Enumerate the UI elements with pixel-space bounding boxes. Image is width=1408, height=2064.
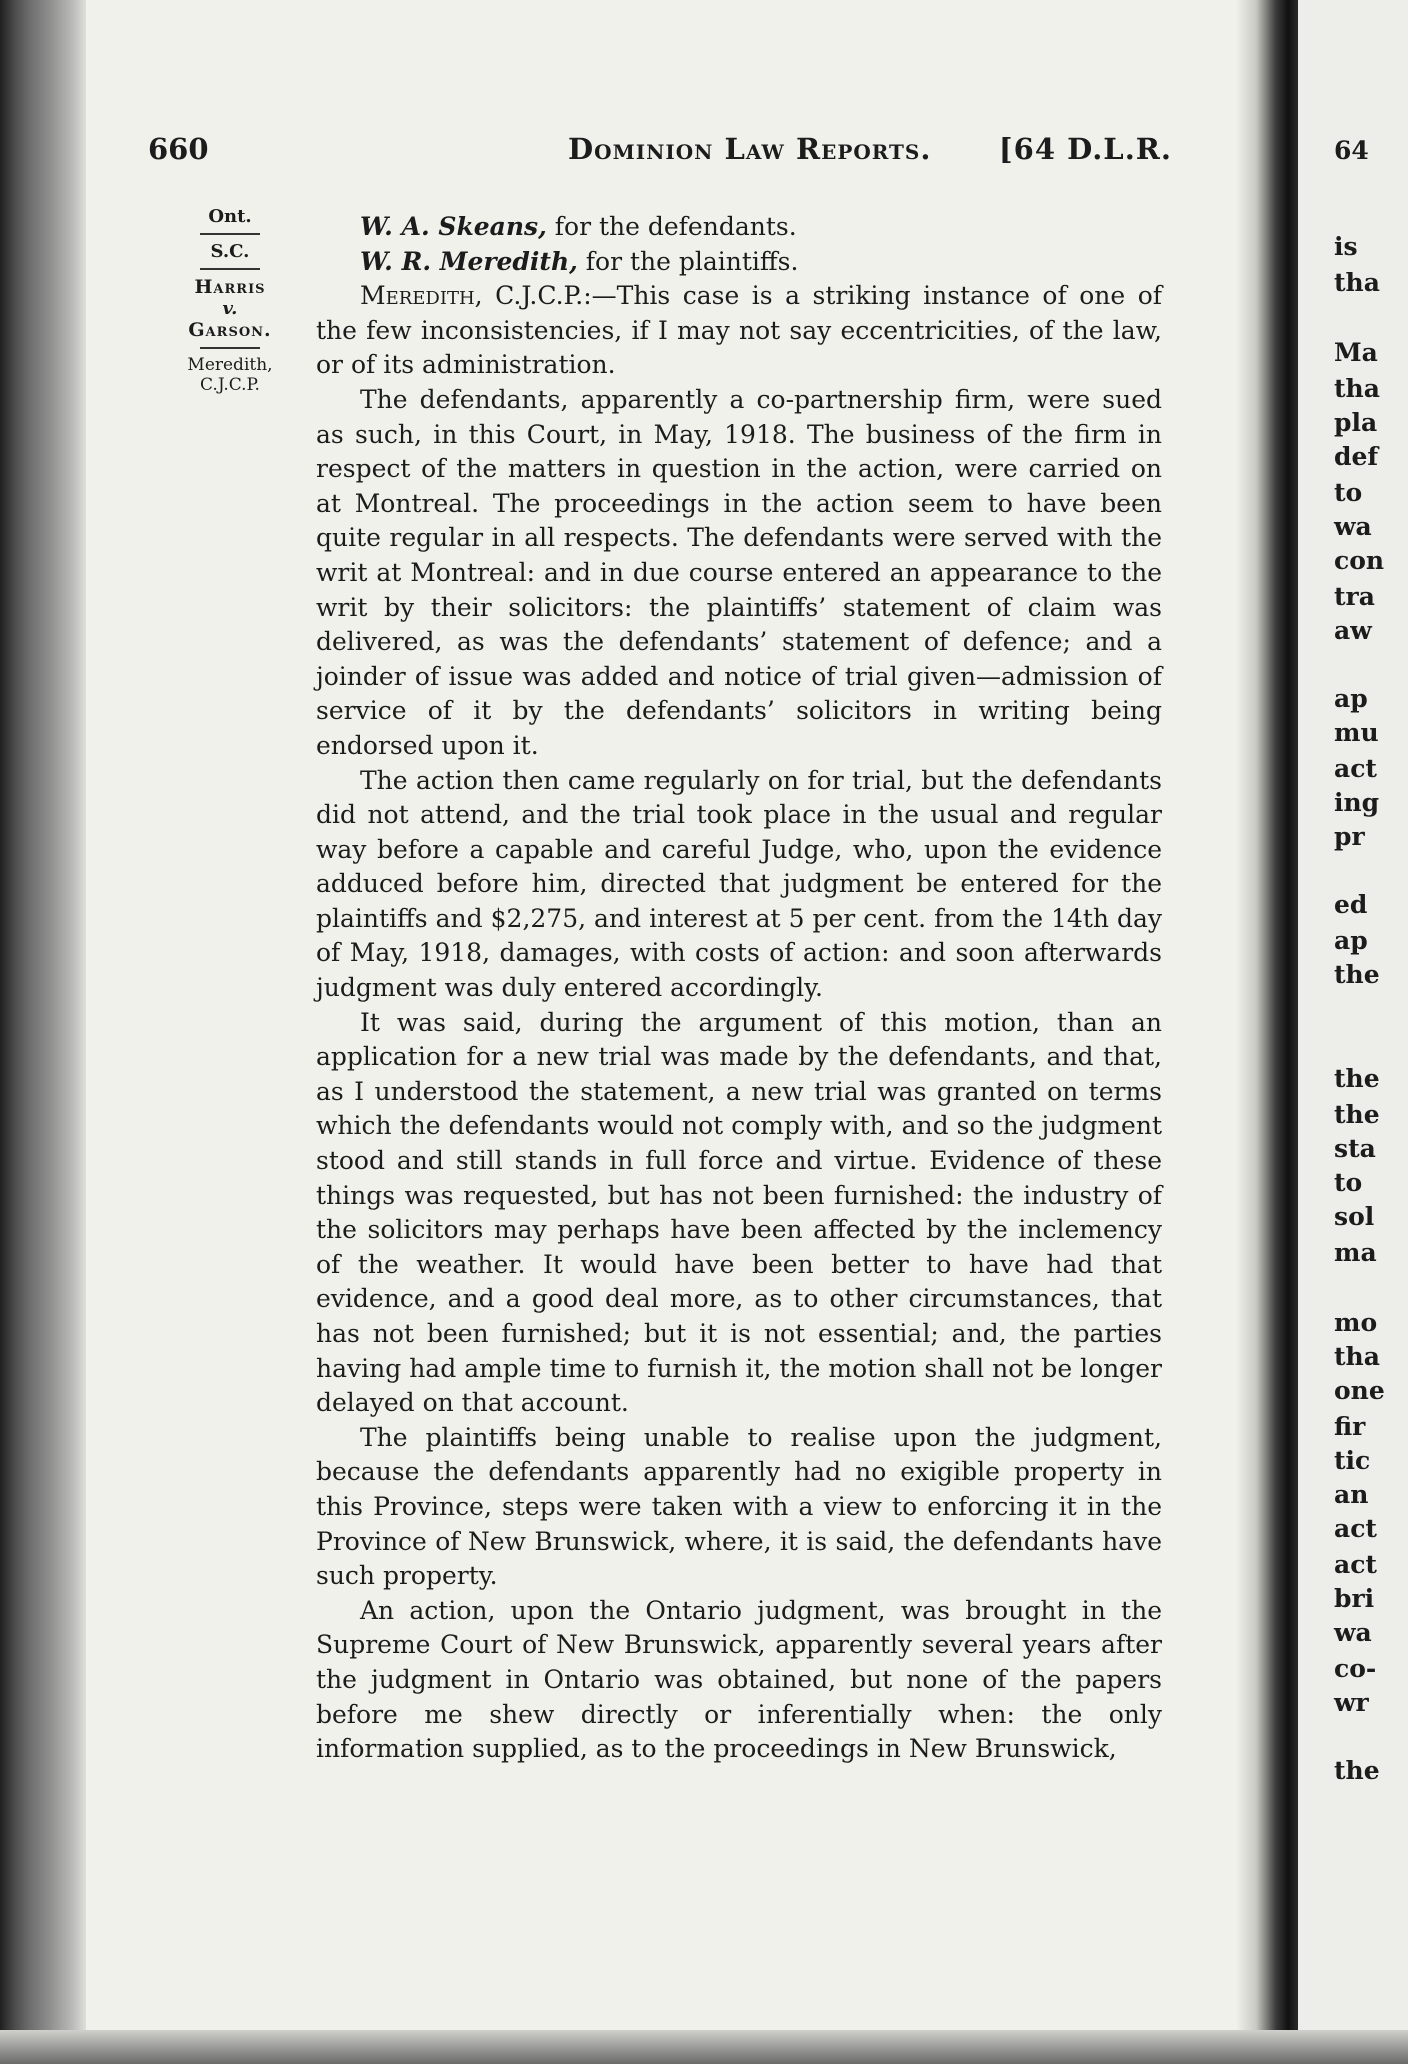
fragment-line: con xyxy=(1334,546,1385,575)
fragment-line: sta xyxy=(1334,1134,1376,1163)
fragment-line: pla xyxy=(1334,408,1378,437)
fragment-line: to xyxy=(1334,478,1363,507)
volume-reference: [64 D.L.R. xyxy=(998,132,1172,166)
sidenote-court: S.C. xyxy=(210,241,250,262)
fragment-line: co- xyxy=(1334,1654,1377,1683)
fragment-line: act xyxy=(1334,1514,1377,1543)
fragment-line: wa xyxy=(1334,1618,1372,1647)
fragment-line: ap xyxy=(1334,926,1368,955)
fragment-line: the xyxy=(1334,1064,1380,1093)
fragment-line: Ma xyxy=(1334,338,1378,367)
page-bottom-shadow xyxy=(0,2030,1408,2064)
fragment-line: the xyxy=(1334,1756,1380,1785)
fragment-line: tha xyxy=(1334,374,1380,403)
counsel-name: W. R. Meredith, xyxy=(360,246,578,276)
book-spine-shadow xyxy=(0,0,86,2064)
opening-paragraph xyxy=(316,279,1162,383)
fragment-line: aw xyxy=(1334,616,1372,645)
fragment-line: wa xyxy=(1334,512,1372,541)
counsel-defendants xyxy=(316,210,1162,245)
counsel-name: W. A. Skeans, xyxy=(360,212,547,241)
fragment-line: tra xyxy=(1334,582,1375,611)
fragment-line: ing xyxy=(1334,788,1380,817)
page-number: 660 xyxy=(148,132,209,166)
fragment-line: pr xyxy=(1334,822,1365,851)
fragment-line: the xyxy=(1334,960,1380,989)
fragment-line: the xyxy=(1334,1100,1380,1129)
adjacent-page-fragment xyxy=(1298,0,1408,2064)
fragment-line: mu xyxy=(1334,718,1379,747)
fragment-line: tic xyxy=(1334,1446,1371,1475)
sidenote-case-plaintiff: Harris xyxy=(194,276,266,298)
fragment-line: tha xyxy=(1334,1342,1380,1371)
fragment-line: ma xyxy=(1334,1238,1377,1267)
fragment-line: act xyxy=(1334,1550,1377,1579)
judge-name: Meredith, C.J.C.P. xyxy=(360,281,584,311)
fragment-line: an xyxy=(1334,1480,1369,1509)
sidenote-case-versus: v. xyxy=(222,298,238,319)
judgment-text xyxy=(316,210,1162,1767)
margin-sidenotes xyxy=(176,206,284,395)
counsel-plaintiffs xyxy=(316,245,1162,280)
page-header xyxy=(148,132,1172,176)
sidenote-divider xyxy=(200,268,260,270)
fragment-line: ap xyxy=(1334,684,1368,713)
counsel-role: for the plaintiffs. xyxy=(577,246,799,276)
fragment-line: def xyxy=(1334,442,1379,471)
fragment-line: bri xyxy=(1334,1584,1375,1613)
fragment-line: mo xyxy=(1334,1308,1378,1337)
opening-text: :—This case is a striking instance of one of the few inconsistencies, if I may not say eccentricities, of the law, or of its administration. xyxy=(316,281,1162,380)
fragment-line: ed xyxy=(1334,890,1368,919)
sidenote-province: Ont. xyxy=(208,206,252,227)
fragment-line: is xyxy=(1334,232,1358,261)
sidenote-judge-name: Meredith, xyxy=(187,355,273,375)
fragment-line: to xyxy=(1334,1168,1363,1197)
fragment-line: sol xyxy=(1334,1202,1375,1231)
running-title: Dominion Law Reports. xyxy=(568,132,932,166)
fragment-line: one xyxy=(1334,1376,1385,1405)
fragment-line: 64 xyxy=(1334,136,1369,165)
body-paragraph: The defendants, apparently a co-partnership firm, were sued as such, in this Court, in May, 1918. The business of the firm in respect of the matters in question in the action, were carried on at Montreal. The proceedings in the action seem to have been quite regular in all respects. The defendants were served with the writ at Montreal: and in due course entered an appearance to the writ by their solicitors: the plaintiffs’ statement of claim was delivered, as was the defendants’ statement of defence; and a joinder of issue was added and notice of trial given—admission of service of it by the defendants’ solicitors in writing being endorsed upon it. xyxy=(316,384,1162,760)
body-paragraph: The plaintiffs being unable to realise upon the judgment, because the defendants apparently had no exigible property in this Province, steps were taken with a view to enforcing it in the Province of New Brunswick, where, it is said, the defendants have such property. xyxy=(316,1422,1162,1591)
counsel-role: for the defendants. xyxy=(546,212,797,241)
sidenote-divider xyxy=(200,347,260,349)
fragment-line: fir xyxy=(1334,1412,1366,1441)
body-paragraph: The action then came regularly on for trial, but the defendants did not attend, and the trial took place in the usual and regular way before a capable and careful Judge, who, upon the evidence adduced before him, directed that judgment be entered for the plaintiffs and $2,275, and interest at 5 per cent. from the 14th day of May, 1918, damages, with costs of action: and soon afterwards judgment was duly entered accordingly. xyxy=(316,765,1162,1003)
sidenote-divider xyxy=(200,233,260,235)
body-paragraph: An action, upon the Ontario judgment, was brought in the Supreme Court of New Brunswick, apparently several years after the judgment in Ontario was obtained, but none of the papers before me shew directly or inferentially when: the only information supplied, as to the proceedings in New Brunswick, xyxy=(316,1595,1162,1764)
sidenote-case-defendant: Garson. xyxy=(188,319,272,341)
book-gutter-shadow xyxy=(1236,0,1298,2064)
sidenote-judge-title: C.J.C.P. xyxy=(200,375,260,395)
fragment-line: act xyxy=(1334,754,1377,783)
body-paragraph: It was said, during the argument of this motion, than an application for a new trial was made by the defendants, and that, as I understood the statement, a new trial was granted on terms which the defendants would not comply with, and so the judgment stood and still stands in full force and virtue. Evidence of these things was requested, but has not been furnished: the industry of the solicitors may perhaps have been affected by the inclemency of the weather. It would have been better to have had that evidence, and a good deal more, as to other circumstances, that has not been furnished; but it is not essential; and, the parties having had ample time to furnish it, the motion shall not be longer delayed on that account. xyxy=(316,1007,1162,1418)
fragment-line: wr xyxy=(1334,1688,1369,1717)
fragment-line: tha xyxy=(1334,268,1380,297)
